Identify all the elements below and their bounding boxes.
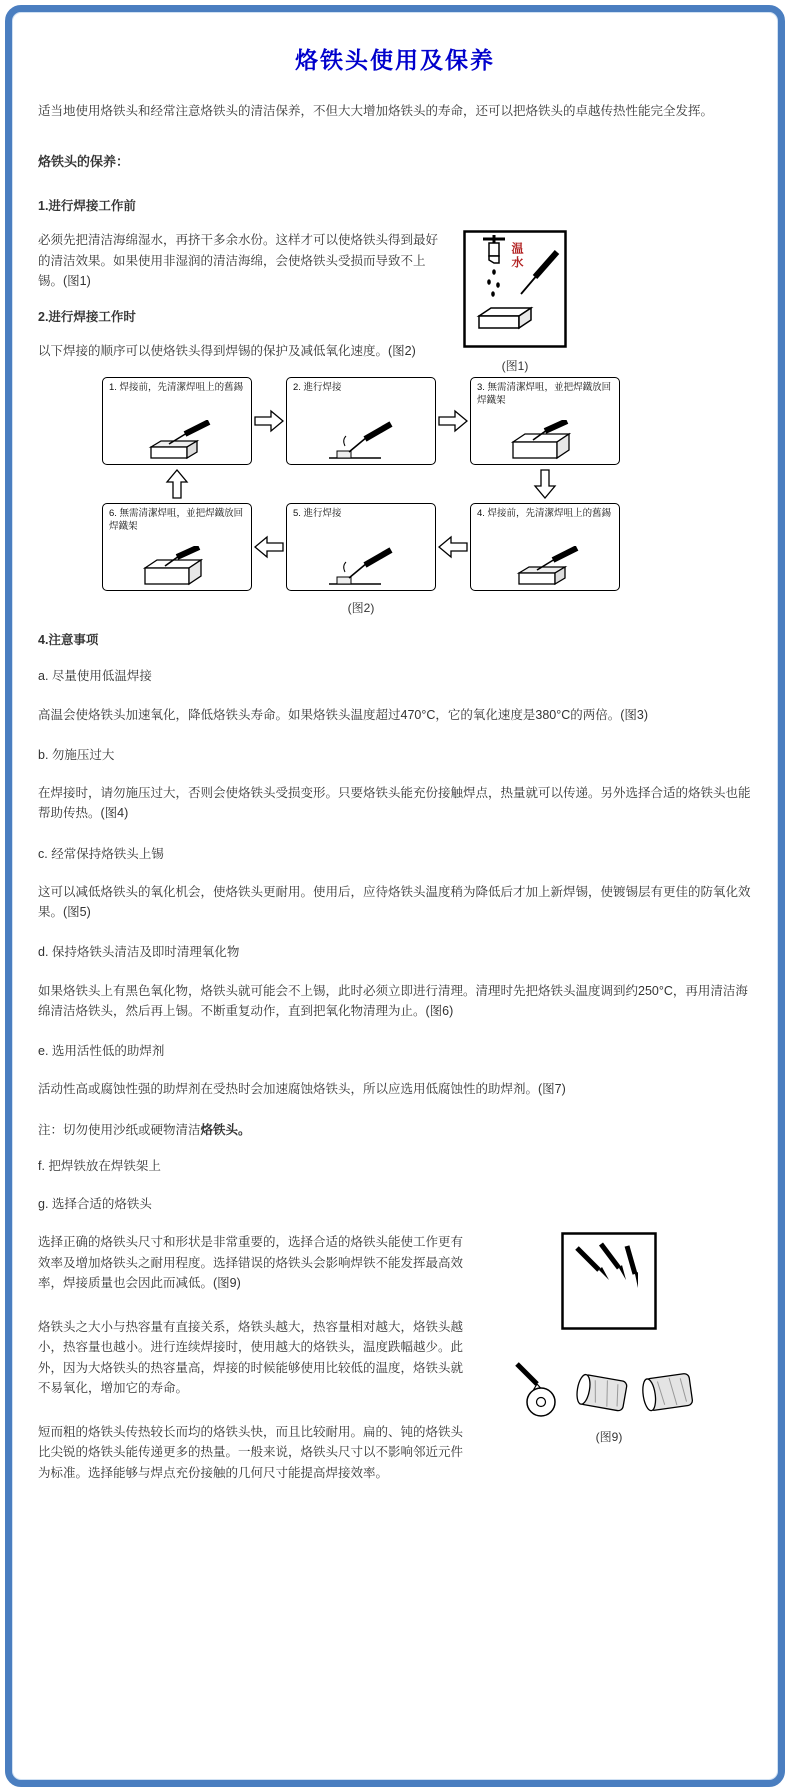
note-item-e-body: 活动性高或腐蚀性强的助焊剂在受热时会加速腐蚀烙铁头，所以应选用低腐蚀性的助焊剂。(图7): [38, 1082, 566, 1097]
note-item-d-label: d. 保持烙铁头清洁及即时清理氧化物: [38, 945, 240, 960]
note-item-g-label: g. 选择合适的烙铁头: [38, 1197, 152, 1211]
flow-arrow-right-icon: [252, 377, 286, 465]
section1-2-block: [38, 230, 752, 374]
tip-selection-paragraph-2: 烙铁头之大小与热容量有直接关系，烙铁头越大，热容量相对越大，烙铁头越小，热容量也越小。进行连续焊接时，使用越大的烙铁头，温度跌幅越少。此外，因为大烙铁头的热容量高，焊接的时候能够使用比较低的温度，烙铁头就不易氧化，增加它的寿命。: [38, 1320, 464, 1395]
note-item-b-label: b. 勿施压过大: [38, 747, 115, 762]
figure9-tip-selection: [494, 1232, 724, 1507]
figure1-warm-water-cleaning: [463, 230, 567, 374]
figure9-caption: (图9): [595, 1430, 623, 1445]
maintenance-heading: 烙铁头的保养：: [38, 154, 130, 170]
tip-selection-text: [38, 1232, 470, 1507]
tip-grinding-illustration: [509, 1352, 709, 1424]
flow-step-4-label: 4. 焊接前，先清潔焊咀上的舊錫: [477, 508, 612, 520]
section1-body: 必须先把清洁海绵湿水，再挤干多余水份。这样才可以使烙铁头得到最好的清洁效果。如果使用非湿润的清洁海绵，会使烙铁头受损而导致不上锡。(图1): [38, 233, 439, 288]
section2-heading: 2.进行焊接工作时: [38, 310, 136, 324]
note-item-a-label: a. 尽量使用低温焊接: [38, 669, 152, 684]
warning-note-text: 注：切勿使用沙纸或硬物清洁: [38, 1122, 201, 1137]
flow-step-4: [470, 503, 620, 591]
note-item-e-label: e. 选用活性低的助焊剂: [38, 1044, 165, 1058]
note-item-a-body: 高温会使烙铁头加速氧化，降低烙铁头寿命。如果烙铁头温度超过470°C，它的氧化速度是380°C的两倍。(图3): [38, 707, 649, 722]
flow-step-3: [470, 377, 620, 465]
note-item-d-body: 如果烙铁头上有黑色氧化物，烙铁头就可能会不上锡，此时必须立即进行清理。清理时先把烙铁头温度调到约250°C，再用清洁海绵清洁烙铁头，然后再上锡。不断重复动作，直到把氧化物清理为止。(图6): [38, 983, 748, 1018]
page-title: 烙铁头使用及保养: [295, 48, 495, 73]
figure2-soldering-cycle-flowchart: [102, 377, 620, 616]
clean-tip-illustration: [499, 546, 591, 588]
note-item-c-body: 这可以减低烙铁头的氧化机会，使烙铁头更耐用。使用后，应待烙铁头温度稍为降低后才加上新焊锡，使镀锡层有更佳的防氧化效果。(图5): [38, 884, 751, 919]
flow-arrow-up-icon: [102, 465, 252, 503]
clean-tip-illustration: [131, 420, 223, 462]
flowchart-grid: [102, 377, 620, 591]
flow-step-1-label: 1. 焊接前，先清潔焊咀上的舊錫: [109, 382, 244, 394]
flow-arrow-down-icon: [470, 465, 620, 503]
flow-step-6: [102, 503, 252, 591]
figure2-caption: (图2): [347, 601, 375, 616]
blue-border-frame: [5, 5, 785, 1787]
flow-arrow-left-icon: [252, 503, 286, 591]
tip-selection-block: [38, 1232, 752, 1507]
warm-water-label: 温水: [510, 242, 524, 271]
iron-on-stand-illustration: [499, 420, 591, 462]
intro-paragraph: 适当地使用烙铁头和经常注意烙铁头的清洁保养，不但大大增加烙铁头的寿命，还可以把烙铁头的卓越传热性能完全发挥。: [38, 104, 714, 118]
note-item-f-label: f. 把焊铁放在焊铁架上: [38, 1158, 161, 1173]
soldering-tips-box-illustration: [561, 1232, 657, 1330]
flow-step-3-label: 3. 無需清潔焊咀，並把焊鐵放回焊鐵架: [477, 382, 612, 407]
note-item-c-label: c. 经常保持烙铁头上锡: [38, 846, 164, 861]
figure1-caption: (图1): [501, 359, 529, 374]
flow-arrow-left-icon: [436, 503, 470, 591]
warning-note-bold: 烙铁头。: [200, 1122, 251, 1137]
flow-step-6-label: 6. 無需清潔焊咀，並把焊鐵放回焊鐵架: [109, 508, 244, 533]
figure1-drawing: [463, 230, 567, 353]
flow-step-1: [102, 377, 252, 465]
section4-heading: 4.注意事项: [38, 633, 99, 648]
flow-step-2-label: 2. 進行焊接: [293, 382, 342, 394]
flow-step-5-label: 5. 進行焊接: [293, 508, 342, 520]
tip-selection-paragraph-3: 短而粗的烙铁头传热较长而均的烙铁头快，而且比较耐用。扁的、钝的烙铁头比尖锐的烙铁头能传递更多的热量。一般来说，烙铁头尺寸以不影响邻近元件为标准。选择能够与焊点充份接触的几何尺寸能提高焊接效率。: [38, 1425, 464, 1480]
flow-arrow-right-icon: [436, 377, 470, 465]
iron-on-stand-illustration: [131, 546, 223, 588]
warning-note: [38, 1120, 752, 1140]
soldering-illustration: [315, 420, 407, 462]
section1-heading: 1.进行焊接工作前: [38, 199, 136, 214]
section2-body: 以下焊接的顺序可以使烙铁头得到焊锡的保护及减低氧化速度。(图2): [38, 344, 416, 358]
soldering-illustration: [315, 546, 407, 588]
flow-step-2: [286, 377, 436, 465]
flow-step-5: [286, 503, 436, 591]
tip-selection-paragraph-1: 选择正确的烙铁头尺寸和形状是非常重要的，选择合适的烙铁头能使工作更有效率及增加烙铁头之耐用程度。选择错误的烙铁头会影响焊铁不能发挥最高效率，焊接质量也会因此而减低。(图9): [38, 1235, 464, 1290]
note-item-b-body: 在焊接时，请勿施压过大，否则会使烙铁头受损变形。只要烙铁头能充份接触焊点，热量就可以传递。另外选择合适的烙铁头也能帮助传热。(图4): [38, 786, 751, 821]
